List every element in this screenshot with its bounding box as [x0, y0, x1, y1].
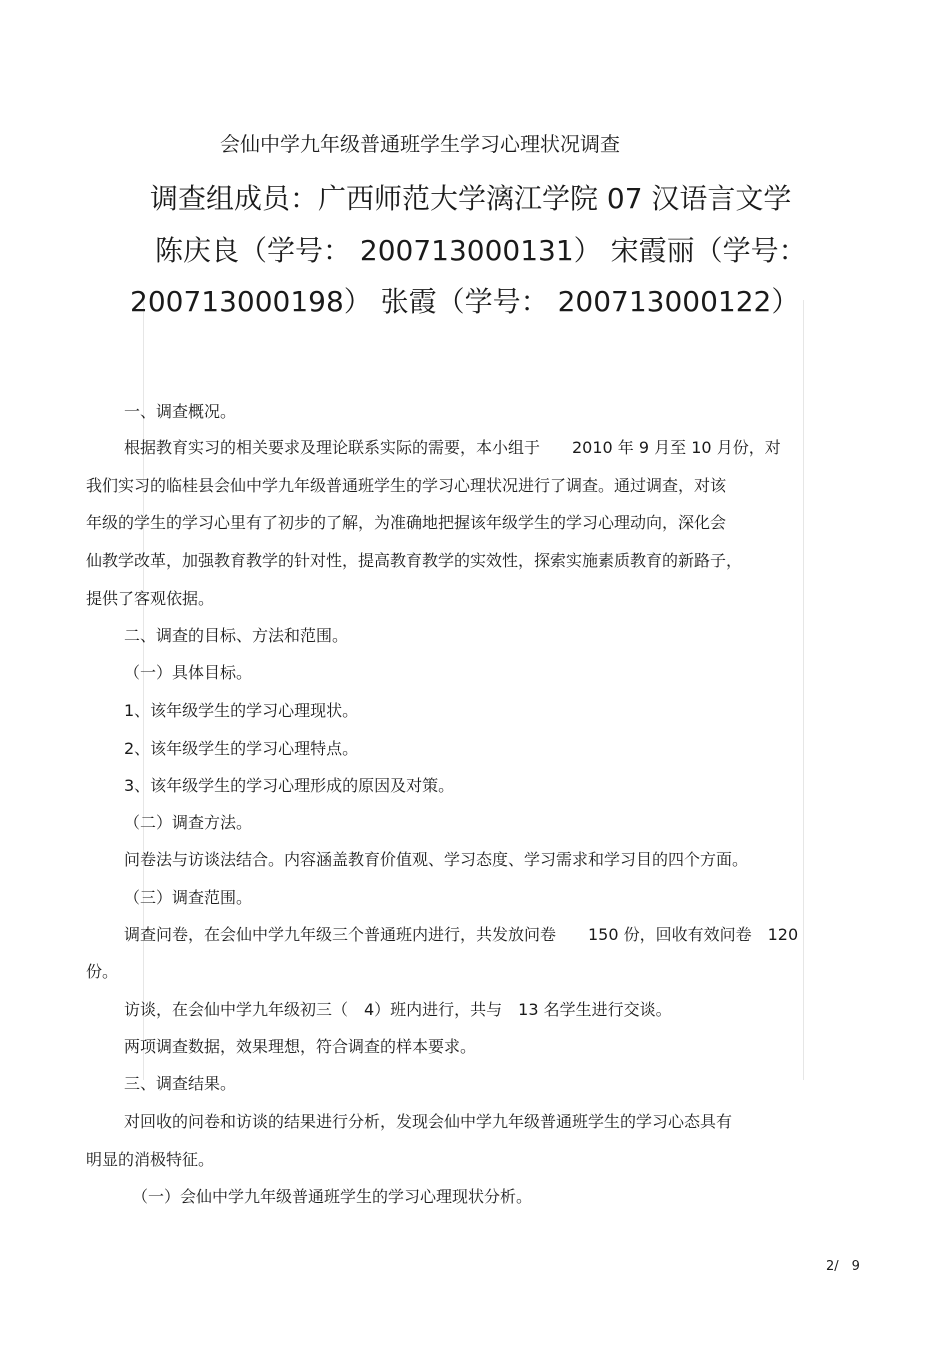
paragraph-line: 我们实习的临桂县会仙中学九年级普通班学生的学习心理状况进行了调查。通过调查，对该 — [86, 476, 727, 495]
members-line-2: 陈庆良（学号： 200713000131） 宋霞丽（学号： — [155, 234, 807, 267]
paragraph-line: 问卷法与访谈法结合。内容涵盖教育价值观、学习态度、学习需求和学习目的四个方面。 — [124, 850, 749, 869]
subsection-heading: （三）调查范围。 — [124, 888, 253, 907]
paragraph-line: 调查问卷，在会仙中学九年级三个普通班内进行，共发放问卷 150 份，回收有效问卷 120 — [124, 925, 799, 944]
section-heading-3: 三、调查结果。 — [124, 1074, 237, 1093]
paragraph-line: 提供了客观依据。 — [86, 589, 215, 608]
members-line-1: 调查组成员：广西师范大学漓江学院 07 汉语言文学 — [150, 182, 792, 215]
paragraph-line: 根据教育实习的相关要求及理论联系实际的需要，本小组于 2010 年 9 月至 10 月份，对 — [124, 438, 781, 457]
page-number: 2/ 9 — [826, 1259, 860, 1274]
list-item: 3、该年级学生的学习心理形成的原因及对策。 — [124, 776, 455, 795]
paragraph-line: 份。 — [86, 962, 119, 981]
paragraph-line: 仙教学改革，加强教育教学的针对性，提高教育教学的实效性，探索实施素质教育的新路子， — [86, 551, 743, 570]
subsection-heading: （一）会仙中学九年级普通班学生的学习心理现状分析。 — [132, 1187, 533, 1206]
section-heading-2: 二、调查的目标、方法和范围。 — [124, 626, 349, 645]
document-title: 会仙中学九年级普通班学生学习心理状况调查 — [220, 132, 620, 156]
paragraph-line: 对回收的问卷和访谈的结果进行分析，发现会仙中学九年级普通班学生的学习心态具有 — [124, 1112, 733, 1131]
members-line-3: 200713000198） 张霞（学号： 200713000122） — [130, 285, 800, 318]
subsection-heading: （一）具体目标。 — [124, 663, 253, 682]
frame-line-right — [803, 300, 804, 1080]
paragraph-line: 明显的消极特征。 — [86, 1150, 215, 1169]
list-item: 2、该年级学生的学习心理特点。 — [124, 739, 359, 758]
paragraph-line: 年级的学生的学习心里有了初步的了解，为准确地把握该年级学生的学习心理动向，深化会 — [86, 513, 727, 532]
paragraph-line: 两项调查数据，效果理想，符合调查的样本要求。 — [124, 1037, 477, 1056]
paragraph-line: 访谈，在会仙中学九年级初三（ 4）班内进行，共与 13 名学生进行交谈。 — [124, 1000, 672, 1019]
list-item: 1、该年级学生的学习心理现状。 — [124, 701, 359, 720]
section-heading-1: 一、调查概况。 — [124, 402, 237, 421]
subsection-heading: （二）调查方法。 — [124, 813, 253, 832]
